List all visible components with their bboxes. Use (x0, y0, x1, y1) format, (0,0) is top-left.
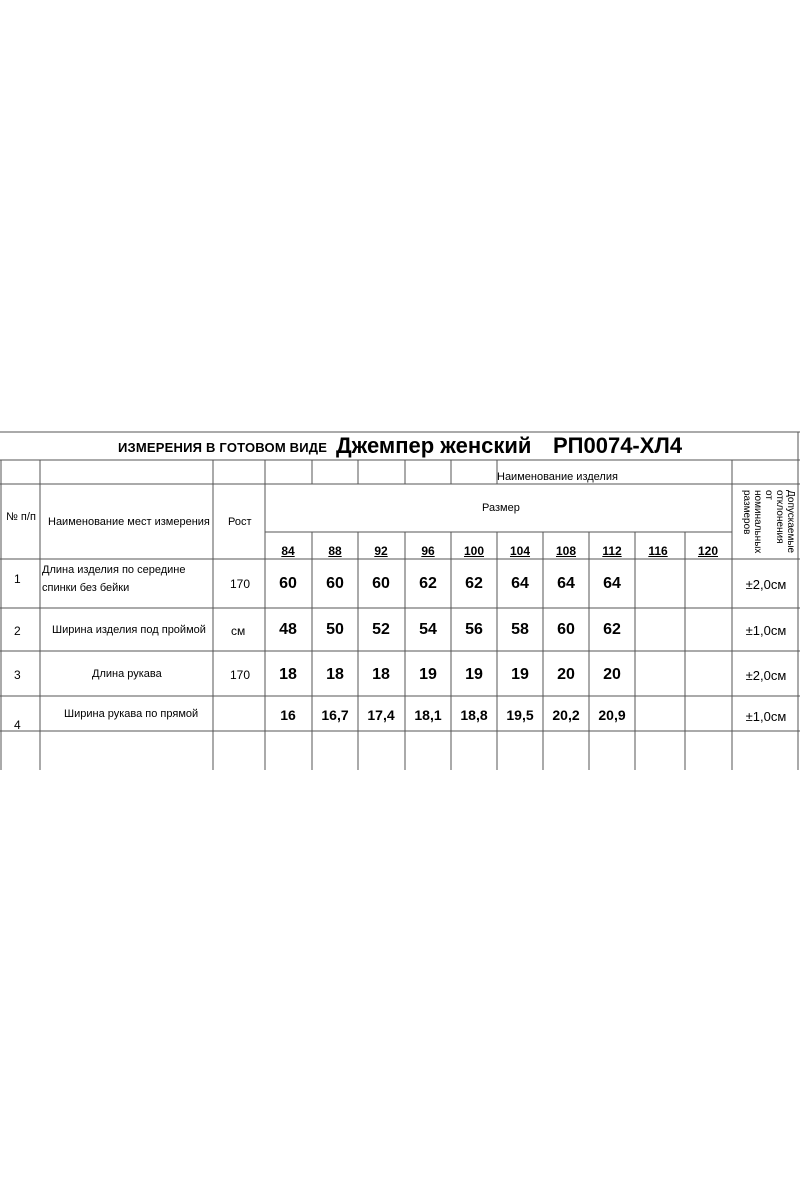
cell-value: 18 (279, 666, 297, 683)
row-name-line2: спинки без бейки (42, 582, 130, 594)
cell-value: 60 (372, 575, 390, 592)
cell-value: 19 (511, 666, 529, 683)
cell-value: 60 (326, 575, 344, 592)
cell-value: 18 (372, 666, 390, 683)
cell-value: 60 (279, 575, 297, 592)
col-place-header: Наименование мест измерения (48, 516, 210, 528)
cell-value: 19 (419, 666, 437, 683)
size-label: 84 (281, 544, 295, 558)
size-label: 96 (421, 544, 435, 558)
product-name: Джемпер женский (336, 433, 532, 458)
cell-value: 19,5 (506, 707, 534, 723)
row-tolerance: ±2,0см (745, 577, 787, 592)
subtitle: ИЗМЕРЕНИЯ В ГОТОВОМ ВИДЕ (118, 440, 328, 455)
cell-value: 56 (465, 621, 483, 638)
cell-value: 52 (372, 621, 390, 638)
cell-value: 18,1 (414, 707, 442, 723)
cell-value: 17,4 (367, 707, 395, 723)
cell-value: 62 (419, 575, 437, 592)
size-label: 92 (374, 544, 388, 558)
product-code: РП0074-ХЛ4 (553, 433, 683, 458)
cell-value: 18,8 (460, 707, 488, 723)
row-number: 2 (14, 624, 21, 638)
row-number: 1 (14, 572, 21, 586)
cell-value: 64 (603, 575, 621, 592)
col-number-header: № п/п (6, 511, 36, 523)
col-height-header: Рост (228, 516, 252, 528)
row-height: 170 (230, 668, 251, 682)
cell-value: 20 (603, 666, 621, 683)
cell-value: 20,2 (552, 707, 580, 723)
cell-value: 16 (280, 707, 296, 723)
size-label: 104 (509, 544, 531, 558)
row-name: Ширина изделия под проймой (52, 624, 206, 636)
cell-value: 19 (465, 666, 483, 683)
size-label: 116 (648, 544, 668, 558)
size-label: 100 (463, 544, 485, 558)
cell-value: 64 (511, 575, 529, 592)
measurement-table (0, 428, 800, 770)
cell-value: 16,7 (321, 707, 349, 723)
cell-value: 62 (465, 575, 483, 592)
size-label: 120 (697, 544, 719, 558)
row-tolerance: ±1,0см (745, 709, 787, 724)
size-label: 88 (328, 544, 342, 558)
cell-value: 50 (326, 621, 344, 638)
cell-value: 20 (557, 666, 575, 683)
product-name-header: Наименование изделия (497, 471, 618, 483)
cell-value: 18 (326, 666, 344, 683)
tolerance-header: Допускаемые отклонения от номинальных размеров (741, 490, 796, 554)
size-header: Размер (482, 502, 520, 514)
cell-value: 54 (419, 621, 437, 638)
cell-value: 20,9 (598, 707, 626, 723)
row-tolerance: ±1,0см (745, 623, 787, 638)
row-height: 170 (230, 577, 251, 591)
row-name: Ширина рукава по прямой (64, 708, 199, 720)
size-label: 112 (602, 544, 622, 558)
row-tolerance: ±2,0см (745, 668, 787, 683)
cell-value: 58 (511, 621, 529, 638)
watermark-ghost (20, 60, 780, 360)
row-number: 4 (14, 718, 21, 732)
cell-value: 48 (279, 621, 297, 638)
row-name: Длина рукава (92, 668, 162, 680)
size-label: 108 (555, 544, 577, 558)
cell-value: 60 (557, 621, 575, 638)
cell-value: 64 (557, 575, 575, 592)
row-number: 3 (14, 668, 21, 682)
row-name-line1: Длина изделия по середине (42, 564, 186, 576)
row-height: см (231, 624, 246, 638)
cell-value: 62 (603, 621, 621, 638)
